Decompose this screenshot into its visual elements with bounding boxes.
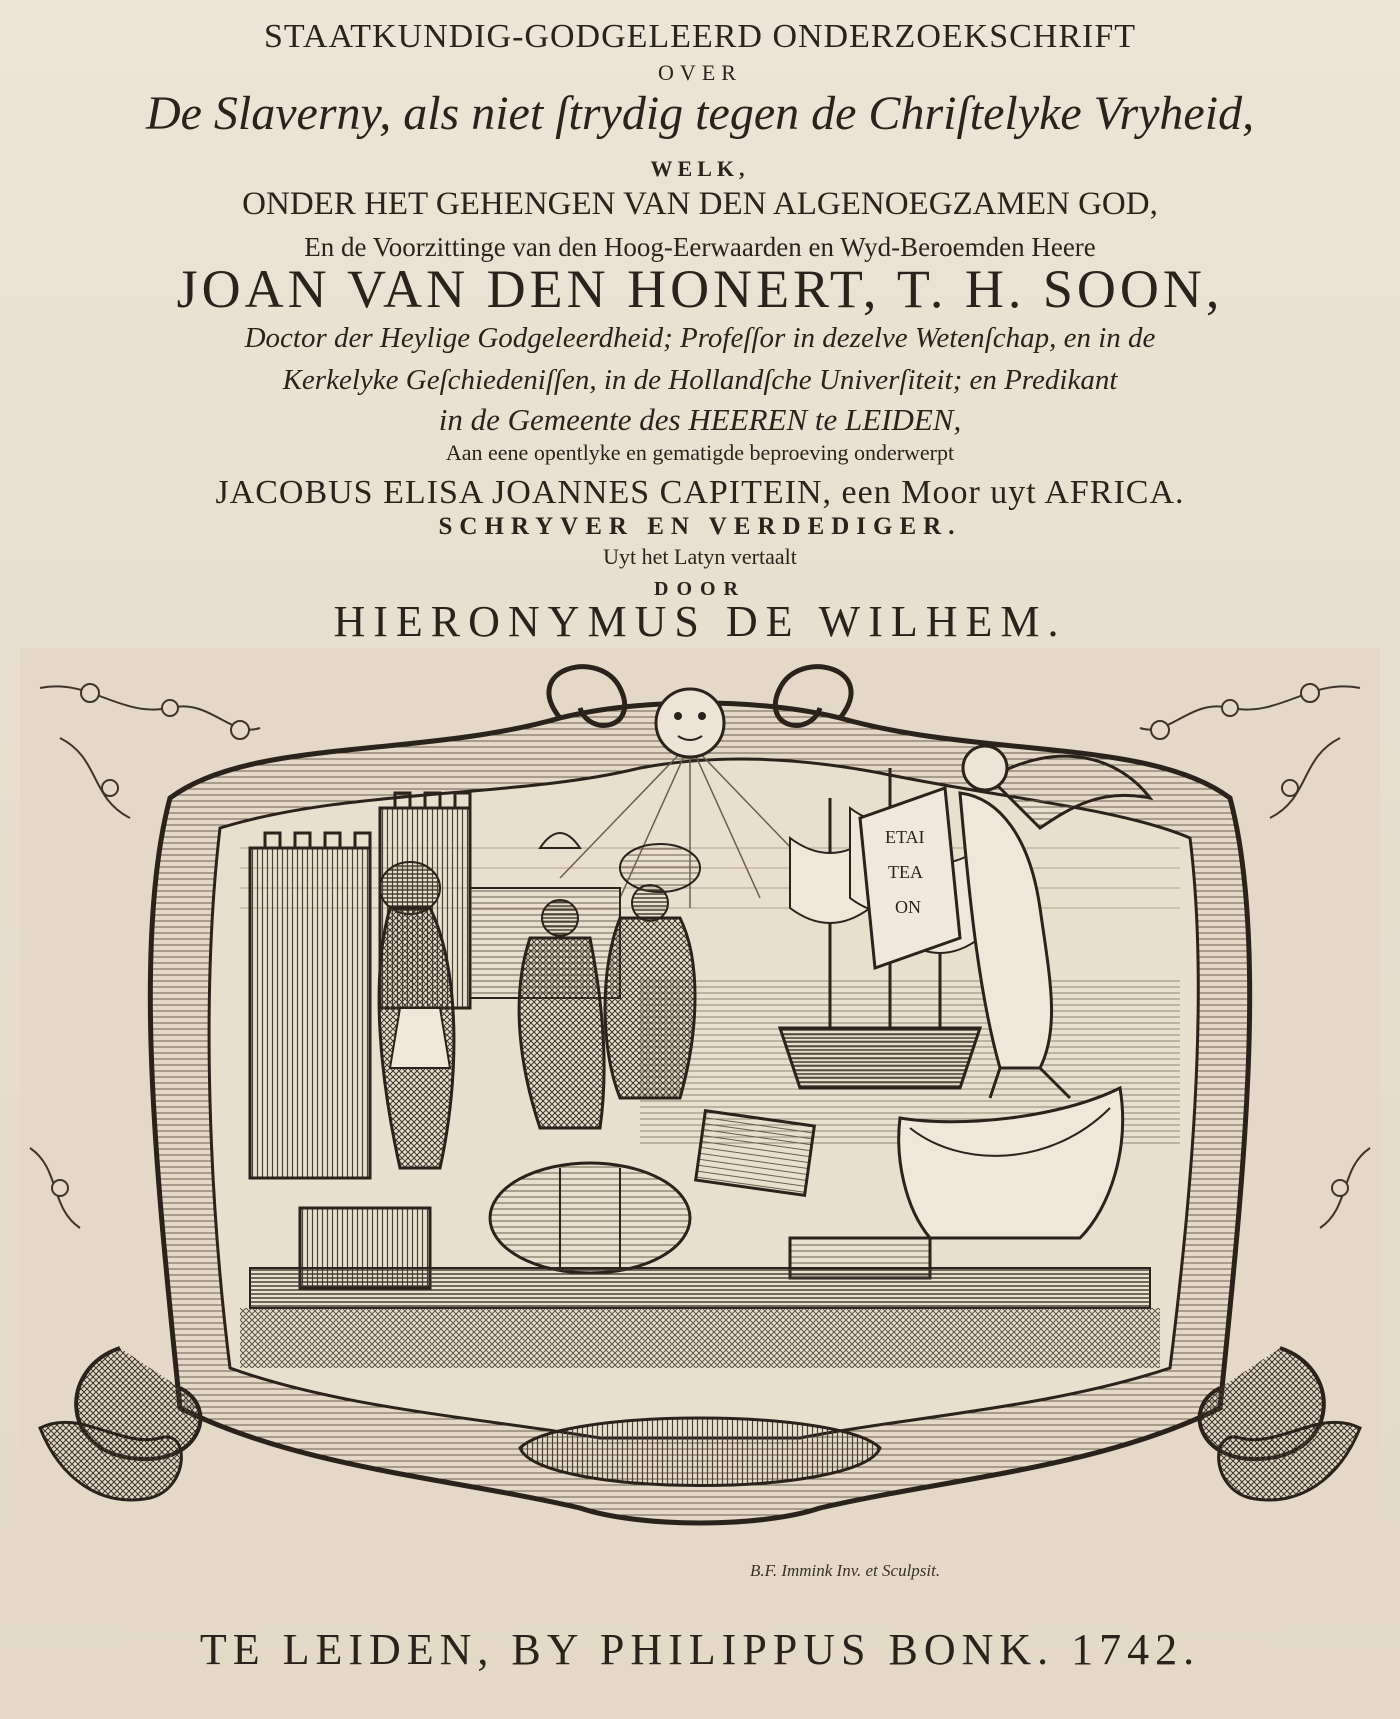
engraving-illustration: [0, 648, 1400, 1608]
title-line-writer: SCHRYVER EN VERDEDIGER.: [438, 513, 962, 540]
title-line-translated: Uyt het Latyn vertaalt: [603, 544, 797, 569]
title-line-university: Kerkelyke Geſchiedeniſſen, in de Hollandſche Univerſiteit; en Predikant: [282, 364, 1118, 396]
title-line-examination: Aan eene opentlyke en gematigde beproeving onderwerpt: [445, 440, 955, 465]
imprint-line: TE LEIDEN, BY PHILIPPUS BONK. 1742.: [199, 1625, 1201, 1674]
title-line-welk: WELK,: [650, 156, 750, 181]
title-line-treatise: STAATKUNDIG-GODGELEERD ONDERZOEKSCHRIFT: [263, 18, 1137, 55]
title-line-translator: HIERONYMUS DE WILHEM.: [333, 597, 1067, 646]
book-text-1: ETAI: [885, 827, 925, 847]
bottom-ornament: [520, 1418, 880, 1486]
engraving-vignette: [0, 648, 1400, 1608]
title-line-presidency: En de Voorzittinge van den Hoog-Eerwaarden en Wyd-Beroemden Heere: [304, 232, 1096, 262]
title-line-over: OVER: [658, 60, 742, 85]
title-line-honert: JOAN VAN DEN HONERT, T. H. SOON,: [176, 259, 1224, 319]
book-text-2: TEA: [888, 862, 923, 882]
title-line-doctor: Doctor der Heylige Godgeleerdheid; Profeſſor in dezelve Wetenſchap, en in de: [244, 322, 1156, 354]
book-text-3: ON: [895, 897, 921, 917]
title-line-subject: De Slaverny, als niet ſtrydig tegen de Chriſtelyke Vryheid,: [145, 87, 1255, 140]
title-line-leiden: in de Gemeente des HEEREN te LEIDEN,: [438, 402, 962, 437]
engraver-signature: B.F. Immink Inv. et Sculpsit.: [750, 1561, 941, 1580]
open-book: [860, 788, 960, 968]
title-line-door: DOOR: [654, 578, 746, 600]
title-line-god: ONDER HET GEHENGEN VAN DEN ALGENOEGZAMEN GOD,: [242, 186, 1158, 222]
title-line-author: JACOBUS ELISA JOANNES CAPITEIN, een Moor uyt AFRICA.: [215, 474, 1185, 511]
